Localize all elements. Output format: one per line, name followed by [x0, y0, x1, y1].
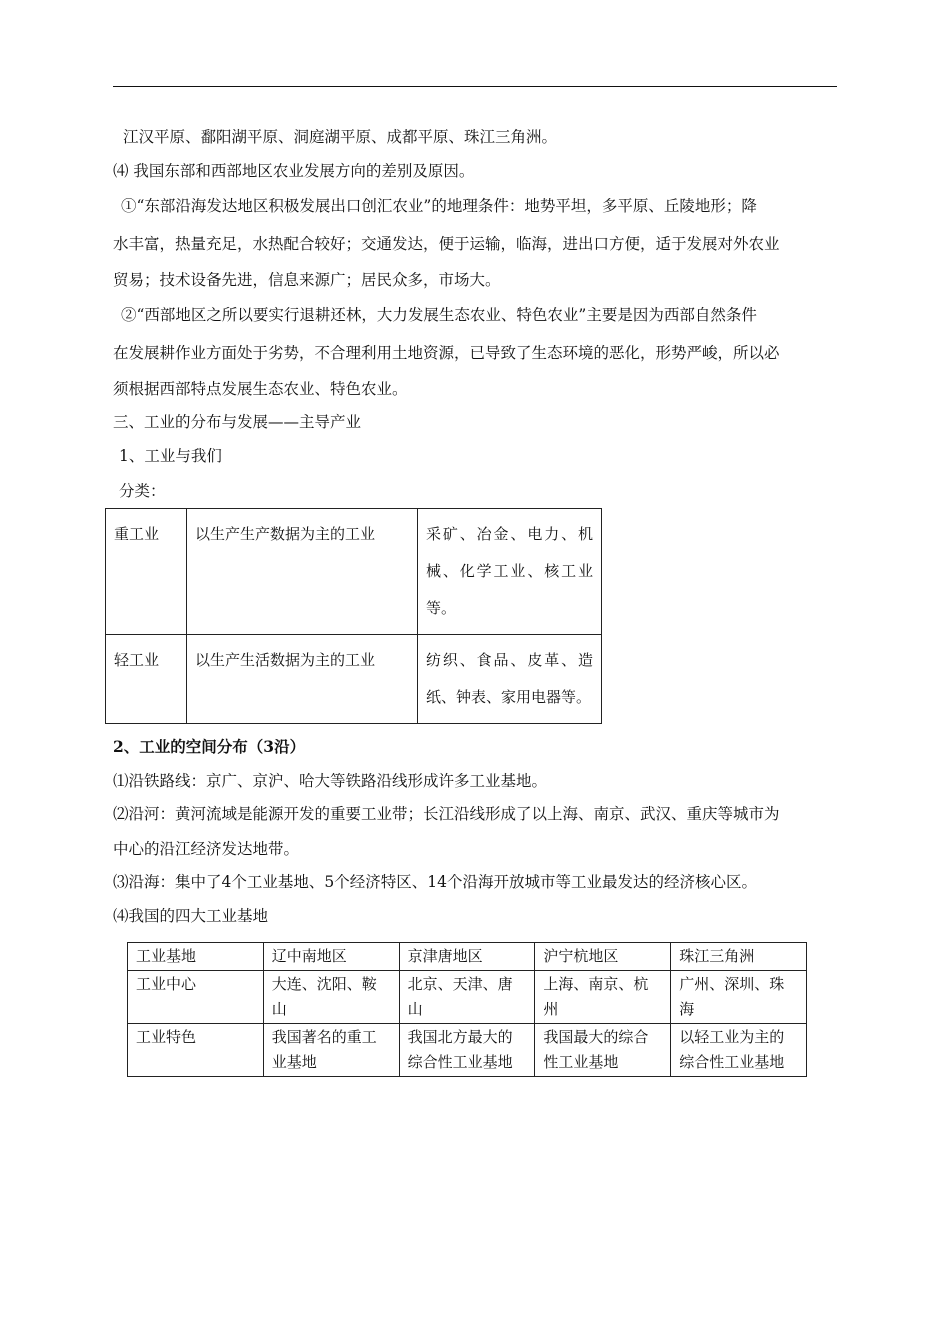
table-row — [128, 943, 807, 971]
table-cell: 我国最大的综合性工业基地 — [535, 1024, 671, 1077]
classification-label: 分类： — [119, 482, 166, 500]
table-cell: 上海、南京、杭州 — [535, 971, 671, 1024]
west-para-line-1: ②“西部地区之所以要实行退耕还林，大力发展生态农业、特色农业”主要是因为西部自然条件 — [121, 306, 757, 324]
header-rule — [113, 86, 837, 87]
east-para-line-3: 贸易；技术设备先进，信息来源广；居民众多，市场大。 — [113, 271, 501, 289]
table-row — [128, 971, 807, 1024]
plains-list: 江汉平原、鄱阳湖平原、洞庭湖平原、成都平原、珠江三角洲。 — [123, 128, 558, 146]
table-cell: 重工业 — [106, 509, 187, 635]
table-cell: 工业中心 — [128, 971, 264, 1024]
section-3-heading: 三、工业的分布与发展——主导产业 — [113, 413, 362, 431]
river-line-1: ⑵沿河：黄河流域是能源开发的重要工业带；长江沿线形成了以上海、南京、武汉、重庆等城市为 — [113, 805, 780, 823]
table-cell: 大连、沈阳、鞍山 — [263, 971, 399, 1024]
west-para-line-3: 须根据西部特点发展生态农业、特色农业。 — [113, 380, 408, 398]
four-bases-heading: ⑷我国的四大工业基地 — [113, 907, 269, 925]
west-para-line-2: 在发展耕作业方面处于劣势，不合理利用土地资源，已导致了生态环境的恶化，形势严峻，所以必 — [113, 344, 780, 362]
industrial-bases-table — [127, 942, 807, 1077]
coast-line: ⑶沿海：集中了4个工业基地、5个经济特区、14个沿海开放城市等工业最发达的经济核心区。 — [113, 873, 757, 891]
east-para-line-2: 水丰富，热量充足，水热配合较好；交通发达，便于运输，临海，进出口方便，适于发展对外农业 — [113, 235, 780, 253]
table-cell: 广州、深圳、珠海 — [671, 971, 807, 1024]
east-para-line-1: ①“东部沿海发达地区积极发展出口创汇农业”的地理条件：地势平坦，多平原、丘陵地形；降 — [121, 197, 757, 215]
table-cell: 工业特色 — [128, 1024, 264, 1077]
table-row — [106, 509, 602, 635]
table-cell: 珠江三角洲 — [671, 943, 807, 971]
table-cell: 以生产生活数据为主的工业 — [187, 635, 418, 724]
table-cell: 沪宁杭地区 — [535, 943, 671, 971]
subsection-1-heading: 1、工业与我们 — [119, 447, 222, 465]
railway-line: ⑴沿铁路线：京广、京沪、哈大等铁路沿线形成许多工业基地。 — [113, 772, 548, 790]
subsection-2-heading: 2、工业的空间分布（3沿） — [113, 737, 306, 756]
table-cell: 以轻工业为主的综合性工业基地 — [671, 1024, 807, 1077]
item-4-heading: ⑷ 我国东部和西部地区农业发展方向的差别及原因。 — [113, 162, 475, 180]
river-line-2: 中心的沿江经济发达地带。 — [113, 840, 300, 858]
industry-classification-table — [105, 508, 602, 724]
table-cell: 采矿、冶金、电力、机械、化学工业、核工业等。 — [418, 509, 602, 635]
table-cell: 工业基地 — [128, 943, 264, 971]
table-row — [106, 635, 602, 724]
table-cell: 以生产生产数据为主的工业 — [187, 509, 418, 635]
table-cell: 京津唐地区 — [399, 943, 535, 971]
table-cell: 轻工业 — [106, 635, 187, 724]
table-cell: 纺织、食品、皮革、造纸、钟表、家用电器等。 — [418, 635, 602, 724]
table-cell: 北京、天津、唐山 — [399, 971, 535, 1024]
table-cell: 辽中南地区 — [263, 943, 399, 971]
table-cell: 我国著名的重工业基地 — [263, 1024, 399, 1077]
table-row — [128, 1024, 807, 1077]
table-cell: 我国北方最大的综合性工业基地 — [399, 1024, 535, 1077]
